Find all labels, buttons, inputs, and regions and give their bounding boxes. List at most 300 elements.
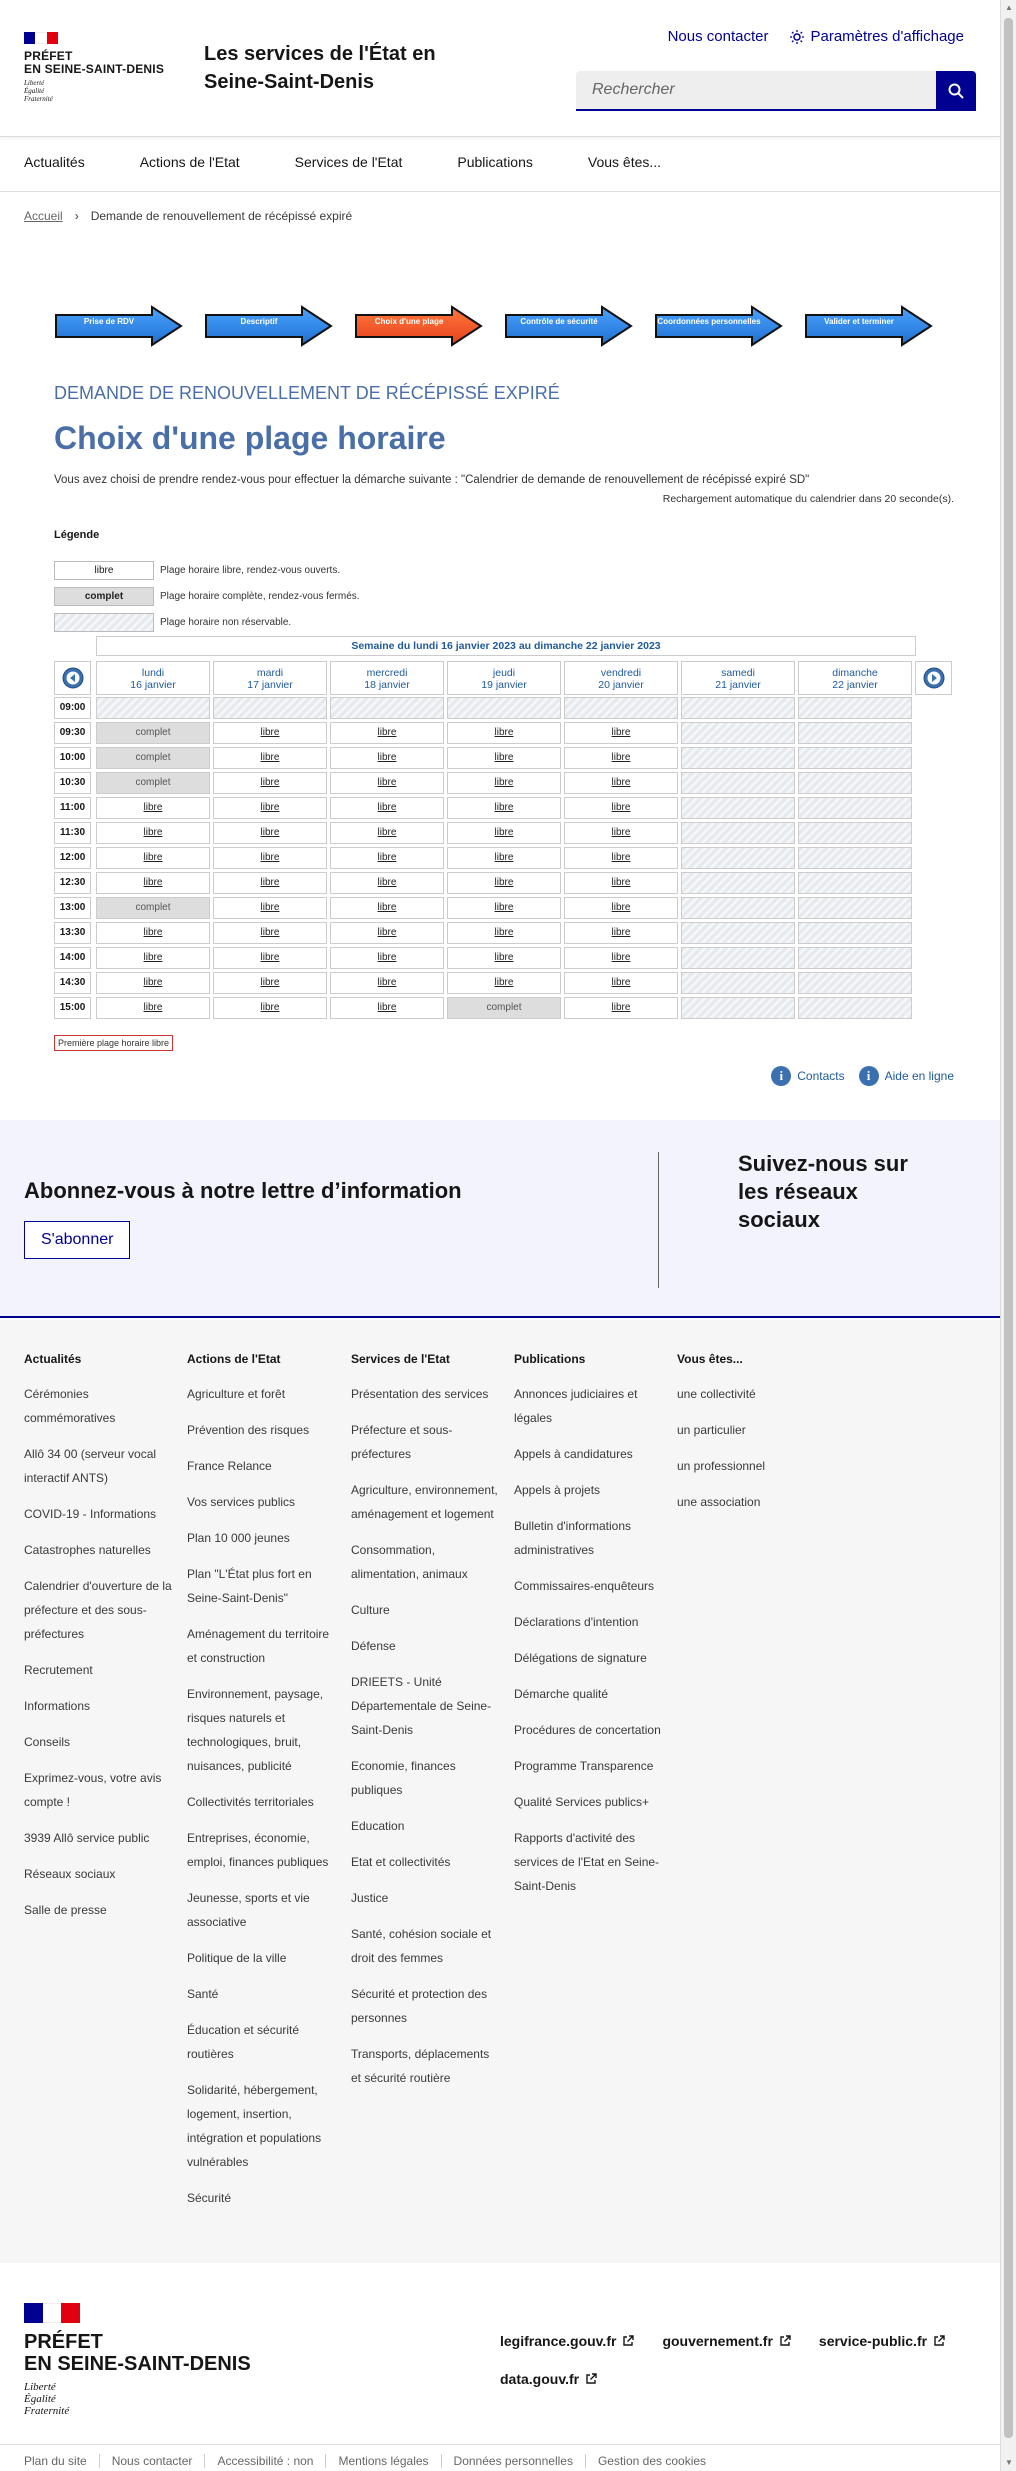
footer-link[interactable]: Sécurité bbox=[187, 2191, 232, 2205]
footer-link[interactable]: Agriculture, environnement, aménagement et logement bbox=[351, 1483, 498, 1521]
slot-free[interactable]: libre bbox=[213, 722, 327, 744]
footer-column-list bbox=[351, 1382, 499, 2090]
footer-link[interactable]: Allô 34 00 (serveur vocal interactif ANTS) bbox=[24, 1447, 157, 1485]
footer-link[interactable]: Bulletin d'informations administratives bbox=[514, 1519, 632, 1557]
footer-link[interactable]: Transports, déplacements et sécurité routière bbox=[351, 2047, 490, 2085]
footer-column bbox=[677, 1352, 825, 1526]
scrollbar[interactable] bbox=[1000, 0, 1016, 2471]
external-link-label: legifrance.gouv.fr bbox=[500, 2333, 617, 2349]
bloc-line-1: PRÉFET bbox=[24, 49, 73, 63]
footer-link[interactable]: Collectivités territoriales bbox=[187, 1795, 314, 1809]
slot-free[interactable]: libre bbox=[213, 947, 327, 969]
footer-column-title[interactable]: Vous êtes... bbox=[677, 1352, 743, 1366]
search-bar bbox=[576, 71, 976, 111]
footer-link[interactable]: Commissaires-enquêteurs bbox=[514, 1579, 655, 1593]
slot-free[interactable]: libre bbox=[213, 922, 327, 944]
slot-free[interactable]: libre bbox=[96, 922, 210, 944]
slot-free[interactable]: libre bbox=[96, 997, 210, 1019]
slot-free[interactable]: libre bbox=[330, 922, 444, 944]
slot-full: complet bbox=[96, 722, 210, 744]
footer-link[interactable]: un professionnel bbox=[677, 1459, 766, 1473]
slot-unavailable bbox=[798, 947, 912, 969]
info-icon: i bbox=[771, 1066, 791, 1086]
calendar-row bbox=[54, 947, 953, 969]
footer-link[interactable]: Agriculture et forêt bbox=[187, 1387, 286, 1401]
external-links bbox=[500, 2333, 970, 2387]
footer-link[interactable]: Education bbox=[351, 1819, 405, 1833]
nav-item-services[interactable]: Services de l'Etat bbox=[294, 154, 403, 170]
search-button[interactable] bbox=[936, 71, 976, 111]
help-links bbox=[771, 1066, 954, 1086]
slot-full: complet bbox=[96, 772, 210, 794]
slot-free[interactable]: libre bbox=[564, 997, 678, 1019]
slot-free[interactable]: libre bbox=[447, 897, 561, 919]
footer-link[interactable]: Éducation et sécurité routières bbox=[187, 2023, 300, 2061]
calendar bbox=[54, 661, 953, 1022]
slot-free[interactable]: libre bbox=[564, 797, 678, 819]
footer-column-title[interactable]: Actualités bbox=[24, 1352, 82, 1366]
footer-link[interactable]: Réseaux sociaux bbox=[24, 1867, 116, 1881]
slot-free[interactable]: libre bbox=[330, 972, 444, 994]
slot-unavailable bbox=[798, 872, 912, 894]
footer-link[interactable]: Appels à candidatures bbox=[514, 1447, 633, 1461]
calendar-row bbox=[54, 972, 953, 994]
footer-column-title[interactable]: Services de l'Etat bbox=[351, 1352, 450, 1366]
footer-link[interactable]: France Relance bbox=[187, 1459, 272, 1473]
slot-free[interactable]: libre bbox=[213, 997, 327, 1019]
calendar-row bbox=[54, 872, 953, 894]
legal-link[interactable]: Données personnelles bbox=[442, 2454, 586, 2468]
footer-column bbox=[187, 1352, 335, 2222]
slot-free[interactable]: libre bbox=[96, 947, 210, 969]
slot-free[interactable]: libre bbox=[447, 972, 561, 994]
devise-egalite: Égalité bbox=[24, 87, 45, 95]
slot-unavailable bbox=[681, 947, 795, 969]
slot-free[interactable]: libre bbox=[96, 822, 210, 844]
step-label: Contrôle de sécurité bbox=[520, 317, 598, 326]
slot-free[interactable]: libre bbox=[564, 972, 678, 994]
contacts-link[interactable] bbox=[771, 1066, 844, 1086]
slot-full: complet bbox=[96, 747, 210, 769]
slot-unavailable bbox=[798, 897, 912, 919]
calendar-row bbox=[54, 922, 953, 944]
slot-unavailable bbox=[681, 922, 795, 944]
legend-text-full: Plage horaire complète, rendez-vous fermés. bbox=[160, 591, 360, 602]
slot-free[interactable]: libre bbox=[564, 747, 678, 769]
day-date: 19 janvier bbox=[481, 679, 527, 691]
slot-unavailable bbox=[681, 822, 795, 844]
slot-unavailable bbox=[681, 697, 795, 719]
footer-link[interactable]: COVID-19 - Informations bbox=[24, 1507, 157, 1521]
breadcrumb-current: Demande de renouvellement de récépissé expiré bbox=[90, 209, 353, 223]
slot-free[interactable]: libre bbox=[330, 822, 444, 844]
slot-unavailable bbox=[681, 847, 795, 869]
slot-free[interactable]: libre bbox=[213, 822, 327, 844]
day-date: 21 janvier bbox=[715, 679, 761, 691]
step-label: Prise de RDV bbox=[83, 317, 135, 326]
step-arrow-icon bbox=[804, 305, 934, 347]
footer-link[interactable]: Consommation, alimentation, animaux bbox=[351, 1543, 468, 1581]
devise bbox=[24, 79, 174, 103]
footer-link[interactable]: Informations bbox=[24, 1699, 91, 1713]
footer-link[interactable]: Recrutement bbox=[24, 1663, 93, 1677]
slot-free[interactable]: libre bbox=[447, 872, 561, 894]
footer-link[interactable]: Appels à projets bbox=[514, 1483, 601, 1497]
devise-fraternite: Fraternité bbox=[24, 2405, 70, 2417]
day-date: 18 janvier bbox=[364, 679, 410, 691]
step-arrow-icon bbox=[204, 305, 334, 347]
display-settings-label: Paramètres d'affichage bbox=[810, 28, 964, 45]
site-title[interactable]: Les services de l'État en Seine-Saint-Denis bbox=[204, 43, 436, 93]
next-week-icon bbox=[923, 667, 945, 689]
external-link-label: gouvernement.fr bbox=[662, 2333, 773, 2349]
legend-box-na bbox=[54, 613, 154, 632]
slot-free[interactable]: libre bbox=[564, 947, 678, 969]
bloc-marque bbox=[24, 50, 174, 76]
info-icon: i bbox=[859, 1066, 879, 1086]
hour-label: 13:30 bbox=[54, 922, 91, 944]
scroll-up-icon[interactable]: ▲ bbox=[1005, 3, 1013, 12]
hour-label: 11:00 bbox=[54, 797, 91, 819]
slot-free[interactable]: libre bbox=[447, 747, 561, 769]
first-free-slot-button[interactable]: Première plage horaire libre bbox=[54, 1035, 173, 1051]
slot-free[interactable]: libre bbox=[564, 922, 678, 944]
footer-link[interactable]: Rapports d'activité des services de l'Etat en Seine-Saint-Denis bbox=[514, 1831, 660, 1893]
demarche-title: DEMANDE DE RENOUVELLEMENT DE RÉCÉPISSÉ EXPIRÉ bbox=[54, 383, 560, 403]
calendar-row bbox=[54, 847, 953, 869]
day-name: lundi bbox=[141, 667, 165, 679]
slot-free[interactable]: libre bbox=[96, 847, 210, 869]
breadcrumb bbox=[24, 209, 352, 223]
footer-link[interactable]: une association bbox=[677, 1495, 761, 1509]
footer-link[interactable]: Sécurité et protection des personnes bbox=[351, 1987, 488, 2025]
contacts-label: Contacts bbox=[797, 1069, 845, 1083]
footer-link[interactable]: Plan "L'État plus fort en Seine-Saint-Denis" bbox=[187, 1567, 312, 1605]
footer-link[interactable]: Conseils bbox=[24, 1735, 71, 1749]
newsletter-title: Abonnez-vous à notre lettre d’information bbox=[24, 1178, 462, 1203]
next-week-button[interactable] bbox=[915, 661, 952, 695]
legend-text-na: Plage horaire non réservable. bbox=[160, 617, 292, 628]
footer-link[interactable]: Catastrophes naturelles bbox=[24, 1543, 151, 1557]
calendar-row bbox=[54, 997, 953, 1019]
social-title: Suivez-nous sur les réseaux sociaux bbox=[738, 1151, 908, 1232]
footer-link[interactable]: Prévention des risques bbox=[187, 1423, 310, 1437]
contact-label: Nous contacter bbox=[667, 28, 769, 45]
calendar-row bbox=[54, 722, 953, 744]
footer-link[interactable]: Vos services publics bbox=[187, 1495, 296, 1509]
step-6[interactable] bbox=[804, 305, 930, 345]
footer-link[interactable]: Préfecture et sous-préfectures bbox=[351, 1423, 453, 1461]
external-link[interactable] bbox=[819, 2333, 945, 2349]
slot-free[interactable]: libre bbox=[564, 722, 678, 744]
nav-item-actions[interactable]: Actions de l'Etat bbox=[139, 154, 240, 170]
footer-link[interactable]: Délégations de signature bbox=[514, 1651, 647, 1665]
hour-label: 14:00 bbox=[54, 947, 91, 969]
slot-free[interactable]: libre bbox=[213, 772, 327, 794]
step-label: Valider et terminer bbox=[824, 317, 894, 326]
day-name: dimanche bbox=[832, 667, 878, 679]
footer-link[interactable]: Entreprises, économie, emploi, finances publiques bbox=[187, 1831, 329, 1869]
slot-free[interactable]: libre bbox=[330, 772, 444, 794]
slot-free[interactable]: libre bbox=[330, 897, 444, 919]
footer-republique-logo[interactable] bbox=[24, 2303, 251, 2417]
legal-link[interactable]: Gestion des cookies bbox=[597, 2454, 707, 2468]
slot-free[interactable]: libre bbox=[447, 847, 561, 869]
slot-unavailable bbox=[681, 972, 795, 994]
legal-link[interactable]: Plan du site bbox=[24, 2454, 100, 2468]
step-4[interactable] bbox=[504, 305, 630, 345]
footer-links bbox=[0, 1320, 1000, 2263]
site-header bbox=[0, 0, 1000, 137]
step-3[interactable] bbox=[354, 305, 480, 345]
day-name: mardi bbox=[256, 667, 284, 679]
scroll-down-icon[interactable]: ▼ bbox=[1005, 2458, 1013, 2467]
slot-unavailable bbox=[447, 697, 561, 719]
slot-free[interactable]: libre bbox=[447, 822, 561, 844]
devise-liberte: Liberté bbox=[24, 79, 45, 87]
hour-label: 09:00 bbox=[54, 697, 91, 719]
slot-unavailable bbox=[798, 822, 912, 844]
footer-link[interactable]: Calendrier d'ouverture de la préfecture et des sous-préfectures bbox=[24, 1579, 172, 1641]
footer-link[interactable]: Déclarations d'intention bbox=[514, 1615, 639, 1629]
footer-link[interactable]: Annonces judiciaires et légales bbox=[514, 1387, 638, 1425]
day-name: samedi bbox=[721, 667, 755, 679]
display-settings-button[interactable] bbox=[790, 28, 964, 45]
slot-free[interactable]: libre bbox=[96, 797, 210, 819]
calendar-row bbox=[54, 747, 953, 769]
slot-free[interactable]: libre bbox=[96, 872, 210, 894]
legend-box-free: libre bbox=[54, 561, 154, 580]
footer-link[interactable]: Etat et collectivités bbox=[351, 1855, 451, 1869]
footer-link[interactable]: Environnement, paysage, risques naturels et technologiques, bruit, nuisances, publicité bbox=[187, 1687, 324, 1773]
footer-link[interactable]: Solidarité, hébergement, logement, insertion, intégration et populations vulnérables bbox=[187, 2083, 322, 2169]
footer-link[interactable]: Jeunesse, sports et vie associative bbox=[187, 1891, 310, 1929]
footer-link[interactable]: Procédures de concertation bbox=[514, 1723, 661, 1737]
slot-unavailable bbox=[564, 697, 678, 719]
hour-label: 11:30 bbox=[54, 822, 91, 844]
slot-free[interactable]: libre bbox=[330, 947, 444, 969]
slot-free[interactable]: libre bbox=[447, 922, 561, 944]
footer-link[interactable]: Présentation des services bbox=[351, 1387, 489, 1401]
step-5[interactable] bbox=[654, 305, 780, 345]
site-footer bbox=[0, 2263, 1000, 2471]
footer-bloc-marque bbox=[24, 2331, 251, 2375]
slot-unavailable bbox=[798, 747, 912, 769]
slot-free[interactable]: libre bbox=[564, 847, 678, 869]
nav-item-actualites[interactable]: Actualités bbox=[24, 154, 85, 170]
slot-unavailable bbox=[681, 772, 795, 794]
footer-link[interactable]: Justice bbox=[351, 1891, 389, 1905]
hour-label: 15:00 bbox=[54, 997, 91, 1019]
nav-item-vous-etes[interactable]: Vous êtes... bbox=[587, 154, 662, 170]
external-link[interactable] bbox=[662, 2333, 790, 2349]
main-nav bbox=[24, 154, 661, 170]
footer-column-list bbox=[677, 1382, 825, 1514]
footer-link[interactable]: Programme Transparence bbox=[514, 1759, 654, 1773]
slot-full: complet bbox=[96, 897, 210, 919]
footer-column bbox=[514, 1352, 662, 1910]
step-arrow-icon bbox=[354, 305, 484, 347]
footer-link[interactable]: 3939 Allô service public bbox=[24, 1831, 150, 1845]
legal-link[interactable]: Accessibilité : non bbox=[205, 2454, 326, 2468]
slot-unavailable bbox=[798, 722, 912, 744]
external-link-label: service-public.fr bbox=[818, 2333, 928, 2349]
footer-link[interactable]: Salle de presse bbox=[24, 1903, 107, 1917]
slot-unavailable bbox=[681, 897, 795, 919]
calendar-row bbox=[54, 897, 953, 919]
header-tools bbox=[668, 28, 964, 45]
day-header bbox=[330, 661, 444, 695]
slot-unavailable bbox=[798, 697, 912, 719]
day-header bbox=[681, 661, 795, 695]
external-link-icon bbox=[585, 2373, 597, 2385]
slot-free[interactable]: libre bbox=[564, 822, 678, 844]
slot-free[interactable]: libre bbox=[330, 722, 444, 744]
calendar-body bbox=[54, 697, 953, 1019]
footer-link[interactable]: Cérémonies commémoratives bbox=[24, 1387, 116, 1425]
devise-liberte: Liberté bbox=[24, 2381, 56, 2393]
slot-free[interactable]: libre bbox=[564, 772, 678, 794]
day-header bbox=[564, 661, 678, 695]
calendar-row bbox=[54, 772, 953, 794]
contact-link[interactable] bbox=[668, 28, 769, 45]
slot-free[interactable]: libre bbox=[330, 847, 444, 869]
day-date: 22 janvier bbox=[832, 679, 878, 691]
day-name: vendredi bbox=[600, 667, 642, 679]
slot-unavailable bbox=[213, 697, 327, 719]
footer-link[interactable]: Défense bbox=[351, 1639, 396, 1653]
slot-free[interactable]: libre bbox=[213, 747, 327, 769]
footer-link[interactable]: Economie, finances publiques bbox=[351, 1759, 456, 1797]
footer-link[interactable]: Santé bbox=[187, 1987, 219, 2001]
search-input[interactable]: Rechercher bbox=[576, 71, 936, 111]
marianne-flag-icon bbox=[24, 32, 58, 44]
slot-unavailable bbox=[798, 922, 912, 944]
newsletter-divider bbox=[658, 1152, 659, 1288]
external-link[interactable] bbox=[500, 2371, 597, 2387]
breadcrumb-home[interactable]: Accueil bbox=[24, 209, 63, 223]
footer-link[interactable]: un particulier bbox=[677, 1423, 746, 1437]
footer-column-title[interactable]: Publications bbox=[514, 1352, 586, 1366]
footer-link[interactable]: Santé, cohésion sociale et droit des femmes bbox=[351, 1927, 492, 1965]
reload-notice: Rechargement automatique du calendrier dans 20 seconde(s). bbox=[662, 493, 954, 505]
slot-free[interactable]: libre bbox=[447, 772, 561, 794]
chevron-right-icon: › bbox=[74, 209, 79, 223]
footer-devise bbox=[24, 2381, 251, 2417]
step-label: Coordonnées personnelles bbox=[657, 317, 761, 326]
calendar-row bbox=[54, 822, 953, 844]
newsletter-section bbox=[0, 1120, 1000, 1318]
step-label: Choix d'une plage bbox=[374, 317, 444, 326]
footer-link[interactable]: Culture bbox=[351, 1603, 390, 1617]
slot-unavailable bbox=[681, 747, 795, 769]
slot-free[interactable]: libre bbox=[330, 872, 444, 894]
legal-link[interactable]: Mentions légales bbox=[326, 2454, 441, 2468]
slot-free[interactable]: libre bbox=[330, 797, 444, 819]
footer-link[interactable]: Aménagement du territoire et construction bbox=[187, 1627, 330, 1665]
slot-unavailable bbox=[681, 997, 795, 1019]
prev-week-button[interactable] bbox=[54, 661, 91, 695]
slot-unavailable bbox=[681, 722, 795, 744]
day-date: 16 janvier bbox=[130, 679, 176, 691]
day-header bbox=[798, 661, 912, 695]
legal-links bbox=[0, 2444, 1000, 2468]
week-title: Semaine du lundi 16 janvier 2023 au dimanche 22 janvier 2023 bbox=[96, 636, 916, 656]
devise-egalite: Égalité bbox=[24, 2393, 56, 2405]
hour-label: 10:30 bbox=[54, 772, 91, 794]
step-progress bbox=[54, 305, 930, 345]
marianne-flag-icon bbox=[24, 2303, 80, 2323]
online-help-link[interactable] bbox=[859, 1066, 954, 1086]
search-icon bbox=[948, 83, 964, 99]
step-arrow-icon bbox=[654, 305, 784, 347]
slot-unavailable bbox=[798, 847, 912, 869]
footer-bloc-line-2: EN SEINE-SAINT-DENIS bbox=[24, 2353, 251, 2375]
nav-divider bbox=[0, 191, 1000, 192]
footer-link[interactable]: DRIEETS - Unité Départementale de Seine-Saint-Denis bbox=[351, 1675, 492, 1737]
external-link-icon bbox=[933, 2335, 945, 2347]
republique-logo[interactable] bbox=[24, 32, 174, 103]
day-date: 20 janvier bbox=[598, 679, 644, 691]
slot-unavailable bbox=[798, 772, 912, 794]
slot-unavailable bbox=[681, 797, 795, 819]
footer-link[interactable]: une collectivité bbox=[677, 1387, 756, 1401]
day-name: jeudi bbox=[492, 667, 516, 679]
slot-free[interactable]: libre bbox=[564, 897, 678, 919]
footer-link[interactable]: Qualité Services publics+ bbox=[514, 1795, 650, 1809]
hour-label: 12:00 bbox=[54, 847, 91, 869]
day-header bbox=[96, 661, 210, 695]
footer-link[interactable]: Plan 10 000 jeunes bbox=[187, 1531, 290, 1545]
slot-free[interactable]: libre bbox=[564, 872, 678, 894]
footer-column-title[interactable]: Actions de l'Etat bbox=[187, 1352, 281, 1366]
slot-free[interactable]: libre bbox=[447, 947, 561, 969]
step-2[interactable] bbox=[204, 305, 330, 345]
footer-link[interactable]: Politique de la ville bbox=[187, 1951, 287, 1965]
external-link[interactable] bbox=[500, 2333, 634, 2349]
slot-free[interactable]: libre bbox=[213, 972, 327, 994]
slot-full: complet bbox=[447, 997, 561, 1019]
nav-item-publications[interactable]: Publications bbox=[457, 154, 533, 170]
demarche-info: Vous avez choisi de prendre rendez-vous pour effectuer la démarche suivante : "Calendrier de demande de renouvellement de récépissé expiré SD" bbox=[54, 474, 810, 486]
online-help-label: Aide en ligne bbox=[884, 1069, 954, 1083]
scrollbar-thumb[interactable] bbox=[1004, 18, 1013, 2438]
footer-link[interactable]: Exprimez-vous, votre avis compte ! bbox=[24, 1771, 162, 1809]
slot-free[interactable]: libre bbox=[447, 797, 561, 819]
slot-free[interactable]: libre bbox=[213, 797, 327, 819]
slot-unavailable bbox=[681, 872, 795, 894]
slot-free[interactable]: libre bbox=[330, 747, 444, 769]
page-title: Choix d'une plage horaire bbox=[54, 420, 446, 456]
day-header bbox=[447, 661, 561, 695]
step-1[interactable] bbox=[54, 305, 180, 345]
slot-free[interactable]: libre bbox=[213, 847, 327, 869]
sun-icon bbox=[790, 30, 804, 44]
prev-week-icon bbox=[62, 667, 84, 689]
step-arrow-icon bbox=[54, 305, 184, 347]
subscribe-button[interactable]: S'abonner bbox=[24, 1221, 130, 1259]
slot-free[interactable]: libre bbox=[213, 897, 327, 919]
slot-unavailable bbox=[798, 997, 912, 1019]
hour-label: 14:30 bbox=[54, 972, 91, 994]
slot-free[interactable]: libre bbox=[330, 997, 444, 1019]
slot-free[interactable]: libre bbox=[96, 972, 210, 994]
legal-link[interactable]: Nous contacter bbox=[100, 2454, 206, 2468]
footer-link[interactable]: Démarche qualité bbox=[514, 1687, 609, 1701]
slot-free[interactable]: libre bbox=[213, 872, 327, 894]
slot-free[interactable]: libre bbox=[447, 722, 561, 744]
footer-column-list bbox=[514, 1382, 662, 1898]
